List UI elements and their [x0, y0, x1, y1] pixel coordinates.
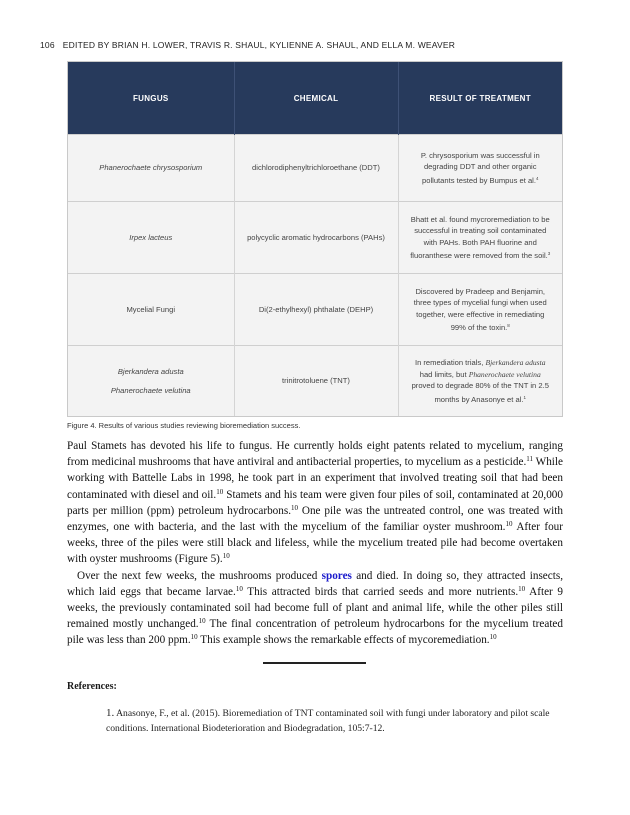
running-header — [40, 40, 455, 50]
citation-ref: 3 — [547, 251, 551, 256]
citation-ref: 10 — [518, 584, 526, 593]
text-run: and died. In doing so, they attracted insects, which laid eggs that became larvae. — [67, 569, 563, 598]
citation-ref: 10 — [489, 633, 497, 642]
species-name: Bjerkandera adusta — [485, 358, 546, 367]
result-text: Bhatt et al. found mycroremediation to be successful in treating soil contaminated with PAHs. Both PAH fluorine and fluoranthese were removed from the soil. — [410, 214, 550, 260]
text-run: While working with Battelle Labs in 1998, he took part in an experiment that involved treating soil that had been contaminated with diesel and oil. — [67, 456, 563, 501]
text-run: After 9 weeks, the previously contaminated soil had become full of plant and animal life, while the other piles still remained mostly unchanged. — [67, 585, 563, 631]
table-row — [68, 135, 562, 202]
text-run: After four weeks, three of the piles were still black and lifeless, while the mycelium treated pile had become overtaken with oyster mushrooms (Figure 5). — [67, 521, 564, 566]
results-table — [67, 61, 563, 417]
spores-link[interactable]: spores — [321, 569, 352, 582]
citation-ref: 10 — [291, 503, 299, 512]
table-row — [68, 202, 562, 274]
citation-ref: 1 — [523, 394, 527, 400]
references-heading: References: — [67, 681, 117, 692]
species-name: Phanerochaete velutina — [468, 369, 541, 379]
text-run: This example shows the remarkable effects of mycoremediation. — [197, 634, 490, 647]
citation-ref: 10 — [198, 617, 206, 626]
citation-ref: 10 — [235, 584, 243, 593]
table-row — [68, 346, 562, 417]
paragraph — [67, 568, 563, 649]
header-chemical: CHEMICAL — [234, 62, 398, 135]
reference-item — [106, 706, 561, 736]
section-divider — [263, 662, 366, 664]
text-run: Over the next few weeks, the mushrooms produced — [77, 569, 322, 582]
header-fungus: FUNGUS — [68, 62, 234, 135]
result-text: proved to degrade 80% of the TNT in 2.5 months by Anasonye et al. — [411, 381, 549, 404]
fungus-cell — [68, 346, 234, 417]
result-text: In remediation trials, — [414, 358, 486, 367]
text-run: Stamets and his team were given four piles of soil, contaminated at 20,000 parts per million (ppm) petroleum hydrocarbons. — [67, 488, 563, 517]
result-text: P. chrysosporium was successful in degrading DDT and other organic pollutants tested by Bumpus et al. — [420, 150, 540, 185]
table-header-row — [68, 62, 562, 135]
reference-number: 1. — [106, 707, 115, 719]
text-run: One pile was the untreated control, one was treated with enzymes, one with bacteria, and the last with the mycelium of the familiar oyster mushroom. — [67, 504, 563, 534]
citation-ref: 11 — [526, 455, 534, 464]
paragraph — [67, 438, 563, 568]
result-text: had limits, but — [419, 369, 469, 379]
text-run: The final concentration of petroleum hydrocarbons for the mycelium treated pile was less than 200 ppm. — [67, 618, 563, 647]
citation-ref: 10 — [505, 520, 513, 529]
text-run: Paul Stamets has devoted his life to fungus. He currently holds eight patents related to mycelium, ranging from medicinal mushrooms that have antiviral and antibacterial properties, to mycelium as a pesticide. — [67, 440, 563, 469]
fungus-cell: Irpex lacteus — [68, 202, 234, 274]
figure-caption: Figure 4. Results of various studies reviewing bioremediation success. — [67, 421, 301, 430]
chemical-cell: polycyclic aromatic hydrocarbons (PAHs) — [234, 202, 398, 274]
body-text — [67, 438, 563, 649]
fungus-name: Phanerochaete velutina — [110, 386, 191, 395]
result-cell — [398, 135, 562, 202]
result-cell — [398, 346, 562, 417]
citation-ref: 10 — [190, 633, 198, 642]
header-result: RESULT OF TREATMENT — [398, 62, 562, 135]
page-number: 106 — [40, 40, 55, 50]
fungus-cell: Mycelial Fungi — [68, 274, 234, 346]
chemical-cell: dichlorodiphenyltrichloroethane (DDT) — [234, 135, 398, 202]
reference-text: Anasonye, F., et al. (2015). Bioremediation of TNT contaminated soil with fungi under laboratory and pilot scale conditions. International Biodeterioration and Biodegradation, 105:7-12. — [106, 708, 550, 734]
citation-ref: 10 — [216, 487, 224, 496]
table-row — [68, 274, 562, 346]
running-title: EDITED BY BRIAN H. LOWER, TRAVIS R. SHAUL, KYLIENNE A. SHAUL, AND ELLA M. WEAVER — [62, 40, 456, 50]
chemical-cell: Di(2-ethylhexyl) phthalate (DEHP) — [234, 274, 398, 346]
citation-ref: 10 — [222, 552, 230, 561]
result-text: Discovered by Pradeep and Benjamin, three types of mycelial fungi when used together, were effective in remediating 99% of the toxin. — [413, 286, 547, 332]
fungus-name: Bjerkandera adusta — [117, 366, 184, 376]
chemical-cell: trinitrotoluene (TNT) — [234, 346, 398, 417]
citation-ref: 8 — [507, 323, 510, 328]
citation-ref: 4 — [535, 175, 539, 181]
fungus-cell: Phanerochaete chrysosporium — [68, 135, 234, 202]
result-cell — [398, 202, 562, 274]
text-run: This attracted birds that carried seeds and more nutrients. — [242, 585, 519, 598]
result-cell — [398, 274, 562, 346]
